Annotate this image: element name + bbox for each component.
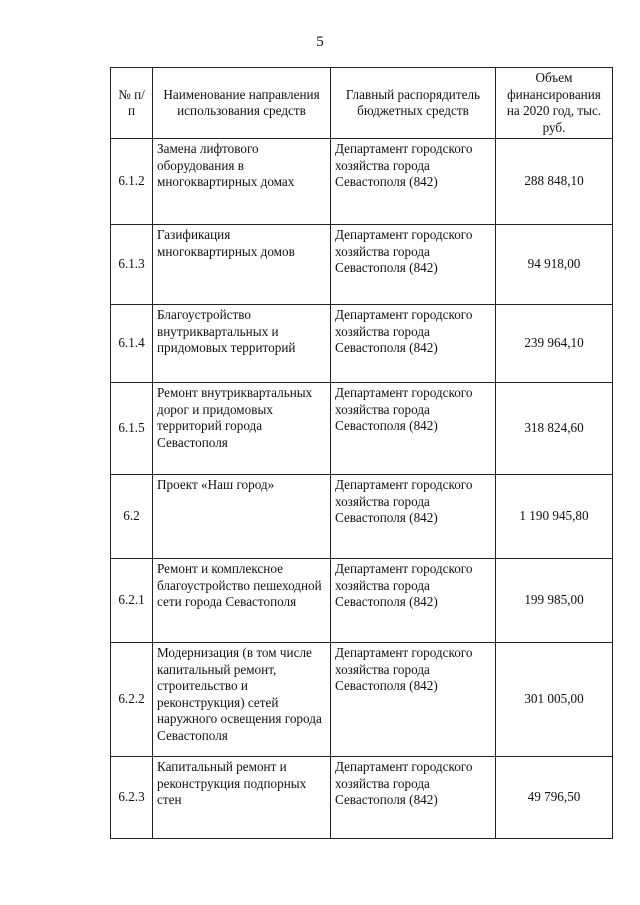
table-row — [111, 139, 613, 225]
row-amount: 288 848,10 — [496, 139, 613, 225]
table-row — [111, 643, 613, 757]
row-number: 6.1.2 — [111, 139, 153, 225]
row-name: Газификация многоквартирных домов — [153, 225, 331, 305]
row-number: 6.1.4 — [111, 305, 153, 383]
row-number: 6.2.2 — [111, 643, 153, 757]
row-distributor: Департамент городского хозяйства города Севастополя (842) — [331, 757, 496, 839]
row-number: 6.1.3 — [111, 225, 153, 305]
table-row — [111, 305, 613, 383]
page-number: 5 — [316, 34, 324, 50]
header-number: № п/п — [111, 68, 153, 139]
row-amount: 239 964,10 — [496, 305, 613, 383]
row-number: 6.1.5 — [111, 383, 153, 475]
row-number: 6.2.3 — [111, 757, 153, 839]
row-distributor: Департамент городского хозяйства города Севастополя (842) — [331, 383, 496, 475]
row-amount: 49 796,50 — [496, 757, 613, 839]
header-name: Наименование направления использования средств — [153, 68, 331, 139]
row-distributor: Департамент городского хозяйства города Севастополя (842) — [331, 225, 496, 305]
row-distributor: Департамент городского хозяйства города Севастополя (842) — [331, 305, 496, 383]
row-distributor: Департамент городского хозяйства города Севастополя (842) — [331, 643, 496, 757]
row-name: Проект «Наш город» — [153, 475, 331, 559]
row-number: 6.2 — [111, 475, 153, 559]
header-distributor: Главный распорядитель бюджетных средств — [331, 68, 496, 139]
funding-table — [110, 67, 613, 839]
row-amount: 1 190 945,80 — [496, 475, 613, 559]
row-distributor: Департамент городского хозяйства города Севастополя (842) — [331, 139, 496, 225]
table-row — [111, 757, 613, 839]
row-name: Ремонт внутриквартальных дорог и придомовых территорий города Севастополя — [153, 383, 331, 475]
row-amount: 199 985,00 — [496, 559, 613, 643]
row-amount: 318 824,60 — [496, 383, 613, 475]
row-name: Ремонт и комплексное благоустройство пешеходной сети города Севастополя — [153, 559, 331, 643]
header-amount: Объем финансирования на 2020 год, тыс. руб. — [496, 68, 613, 139]
table-row — [111, 225, 613, 305]
row-name: Замена лифтового оборудования в многоквартирных домах — [153, 139, 331, 225]
table-row — [111, 559, 613, 643]
table-header-row — [111, 68, 613, 139]
row-distributor: Департамент городского хозяйства города Севастополя (842) — [331, 559, 496, 643]
row-name: Модернизация (в том числе капитальный ремонт, строительство и реконструкция) сетей наружного освещения города Севастополя — [153, 643, 331, 757]
row-amount: 94 918,00 — [496, 225, 613, 305]
row-distributor: Департамент городского хозяйства города Севастополя (842) — [331, 475, 496, 559]
table-row — [111, 383, 613, 475]
row-name: Благоустройство внутриквартальных и придомовых территорий — [153, 305, 331, 383]
row-number: 6.2.1 — [111, 559, 153, 643]
row-amount: 301 005,00 — [496, 643, 613, 757]
row-name: Капитальный ремонт и реконструкция подпорных стен — [153, 757, 331, 839]
table-row — [111, 475, 613, 559]
